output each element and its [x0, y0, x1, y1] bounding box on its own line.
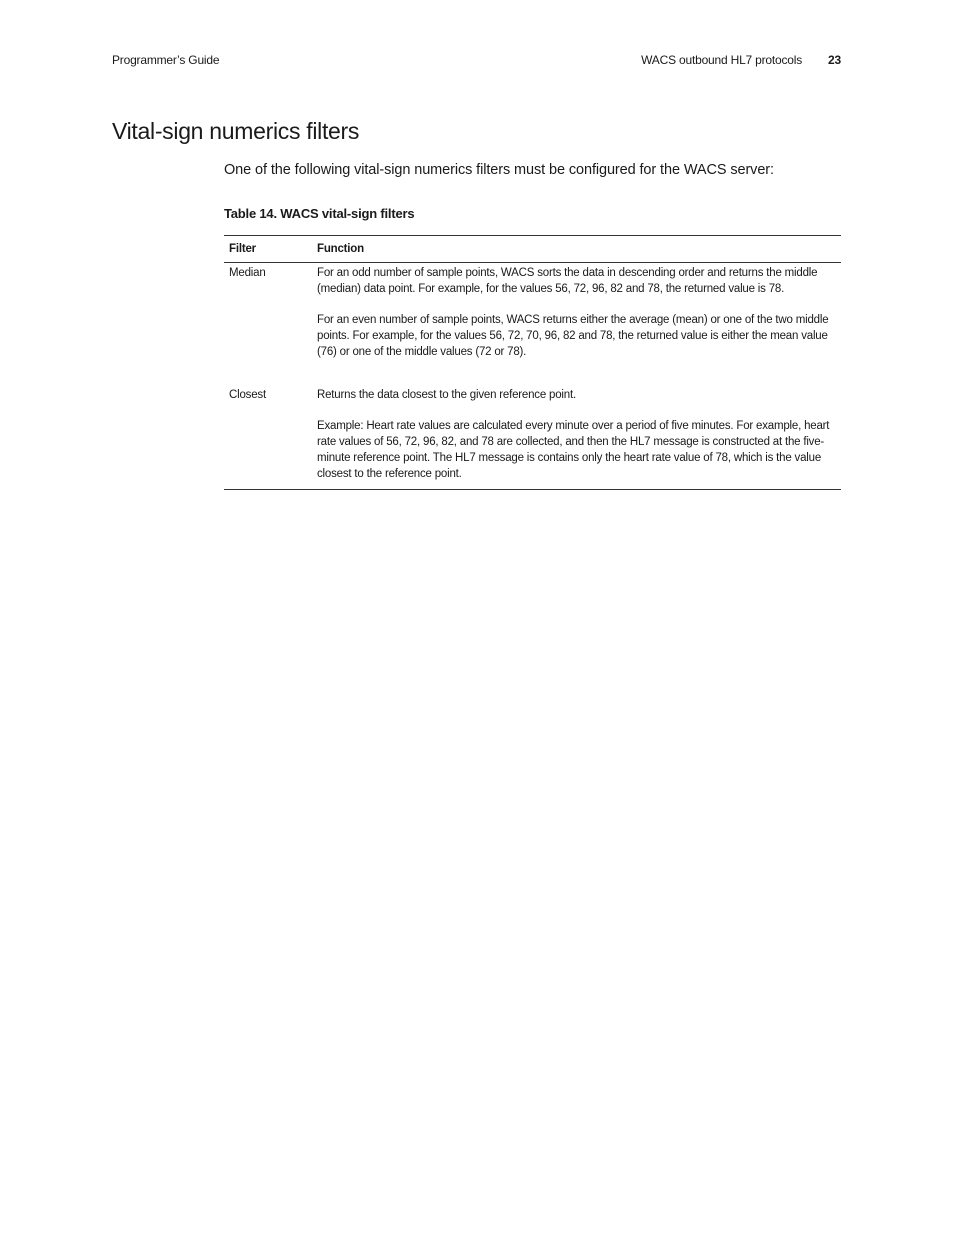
table-row: [224, 386, 841, 490]
chapter-title: WACS outbound HL7 protocols: [641, 53, 803, 67]
header-right: [641, 53, 841, 67]
filter-cell: Median: [229, 267, 266, 279]
function-paragraph: For an odd number of sample points, WACS sorts the data in descending order and returns the middle (median) data point. For example, for the values 56, 72, 96, 82 and 78, the returned value is 78.: [317, 267, 818, 295]
intro-paragraph: One of the following vital-sign numerics filters must be configured for the WACS server:: [224, 162, 774, 178]
function-cell: [312, 386, 841, 490]
running-header: [112, 53, 841, 69]
function-paragraph: Returns the data closest to the given reference point.: [317, 389, 576, 401]
section-title: Vital-sign numerics filters: [112, 118, 360, 144]
table-header-row: [224, 236, 841, 263]
column-header-function: Function: [312, 236, 841, 263]
document-title: Programmer’s Guide: [112, 53, 220, 67]
filters-table: [224, 235, 841, 490]
page-number: 23: [828, 53, 841, 67]
function-paragraph: For an even number of sample points, WACS returns either the average (mean) or one of the two middle points. For example, for the values 56, 72, 70, 96, 82 and 78, the returned value is either the mean value (76) or one of the middle values (72 or 78).: [317, 314, 829, 358]
column-header-filter: Filter: [224, 236, 312, 263]
filter-cell: Closest: [224, 386, 312, 490]
table-caption: Table 14. WACS vital-sign filters: [224, 206, 415, 221]
function-paragraph: Example: Heart rate values are calculated every minute over a period of five minutes. For example, heart rate values of 56, 72, 96, 82, and 78 are collected, and then the HL7 message is constructed at the five-minute reference point. The HL7 message is contains only the heart rate value of 78, which is the value closest to the reference point.: [317, 420, 830, 480]
function-cell: [312, 263, 841, 387]
table-row: [224, 263, 841, 387]
